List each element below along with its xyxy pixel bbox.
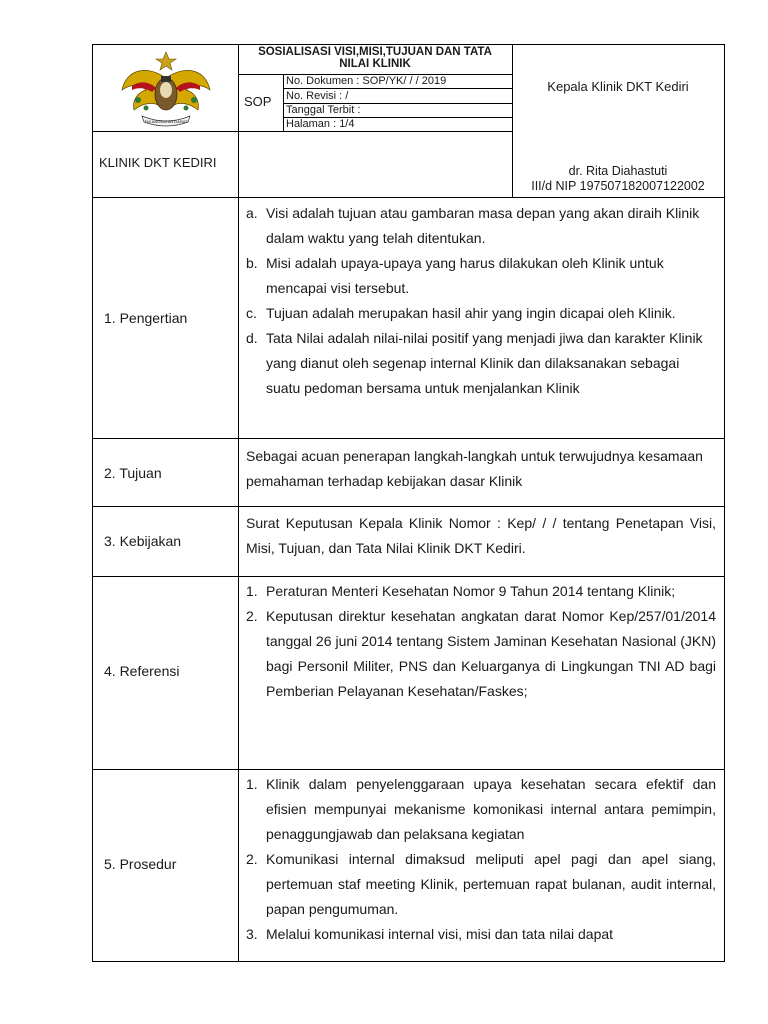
meta-line-1 xyxy=(283,88,512,89)
list-item: 1. Klinik dalam penyelenggaraan upaya kesehatan secara efektif dan efisien mempunyai mekanisme komonikasi internal antara pemimpin, penaggungjawab dan pelaksana kegiatan xyxy=(246,776,716,842)
list-item: a. Visi adalah tujuan atau gambaran masa depan yang akan diraih Klinik dalam waktu yang telah ditentukan. xyxy=(246,205,700,246)
issue-date: Tanggal Terbit : xyxy=(286,104,361,116)
clinic-name: KLINIK DKT KEDIRI xyxy=(99,155,217,170)
list-item: 3. Melalui komunikasi internal visi, misi dan tata nilai dapat xyxy=(246,926,614,942)
tni-ad-emblem-icon xyxy=(116,50,216,130)
pengertian-list xyxy=(246,201,712,401)
list-item: 1. Peraturan Menteri Kesehatan Nomor 9 Tahun 2014 tentang Klinik; xyxy=(246,583,676,599)
sop-document xyxy=(92,44,724,961)
section-label-referensi: 4. Referensi xyxy=(104,663,180,679)
section-label-pengertian: 1. Pengertian xyxy=(104,310,188,326)
section-label-kebijakan: 3. Kebijakan xyxy=(104,533,182,549)
list-item: 2. Keputusan direktur kesehatan angkatan darat Nomor Kep/257/01/2014 tanggal 26 juni 2014 tentang Sistem Jaminan Kesehatan Nasional (JKN) bagi Personil Militer, PNS dan Keluarganya di Lingkungan TNI AD bagi Pemberian Pelayanan Kesehatan/Faskes; xyxy=(246,608,716,699)
list-item: d. Tata Nilai adalah nilai-nilai positif yang menjadi jiwa dan karakter Klinik yang dianut oleh segenap internal Klinik dan dilaksanakan sebagai suatu pedoman bersama untuk menjalankan Klinik xyxy=(246,330,703,396)
svg-text:TNI ANGKATAN DARAT: TNI ANGKATAN DARAT xyxy=(144,119,188,124)
sop-label: SOP xyxy=(244,94,272,109)
page-number: Halaman : 1/4 xyxy=(286,118,355,130)
tujuan-text: Sebagai acuan penerapan langkah-langkah untuk terwujudnya kesamaan pemahaman terhadap kebijakan dasar Klinik xyxy=(246,448,703,489)
row-line-2 xyxy=(92,438,724,439)
border-top xyxy=(92,44,724,45)
list-item: b. Misi adalah upaya-upaya yang harus dilakukan oleh Klinik untuk mencapai visi tersebut. xyxy=(246,255,664,296)
referensi-list xyxy=(246,579,716,704)
approver-title: Kepala Klinik DKT Kediri xyxy=(547,79,689,94)
row-line-4 xyxy=(92,576,724,577)
header-mid-line xyxy=(92,131,512,132)
prosedur-list xyxy=(246,772,716,947)
approver-name: dr. Rita Diahastuti xyxy=(568,164,668,178)
row-line-5 xyxy=(92,769,724,770)
revision-number: No. Revisi : / xyxy=(286,90,349,102)
document-number: No. Dokumen : SOP/YK/ / / 2019 xyxy=(286,75,447,87)
list-item: c. Tujuan adalah merupakan hasil ahir yang ingin dicapai oleh Klinik. xyxy=(246,305,676,321)
border-right xyxy=(724,44,725,961)
row-line-3 xyxy=(92,506,724,507)
approver-nip: III/d NIP 197507182007122002 xyxy=(531,179,705,193)
section-label-prosedur: 5. Prosedur xyxy=(104,856,177,872)
list-item: 2. Komunikasi internal dimaksud meliputi apel pagi dan apel siang, pertemuan staf meeting Klinik, pertemuan rapat bulanan, audit internal, papan pengumuman. xyxy=(246,851,716,917)
column-divider xyxy=(238,44,239,961)
row-line-1 xyxy=(92,197,724,198)
section-label-tujuan: 2. Tujuan xyxy=(104,465,162,481)
document-title: SOSIALISASI VISI,MISI,TUJUAN DAN TATA NILAI KLINIK xyxy=(258,46,492,70)
kebijakan-text: Surat Keputusan Kepala Klinik Nomor : Kep/ / / tentang Penetapan Visi, Misi, Tujuan, dan Tata Nilai Klinik DKT Kediri. xyxy=(246,515,716,556)
border-left xyxy=(92,44,93,961)
border-bottom xyxy=(92,961,725,962)
